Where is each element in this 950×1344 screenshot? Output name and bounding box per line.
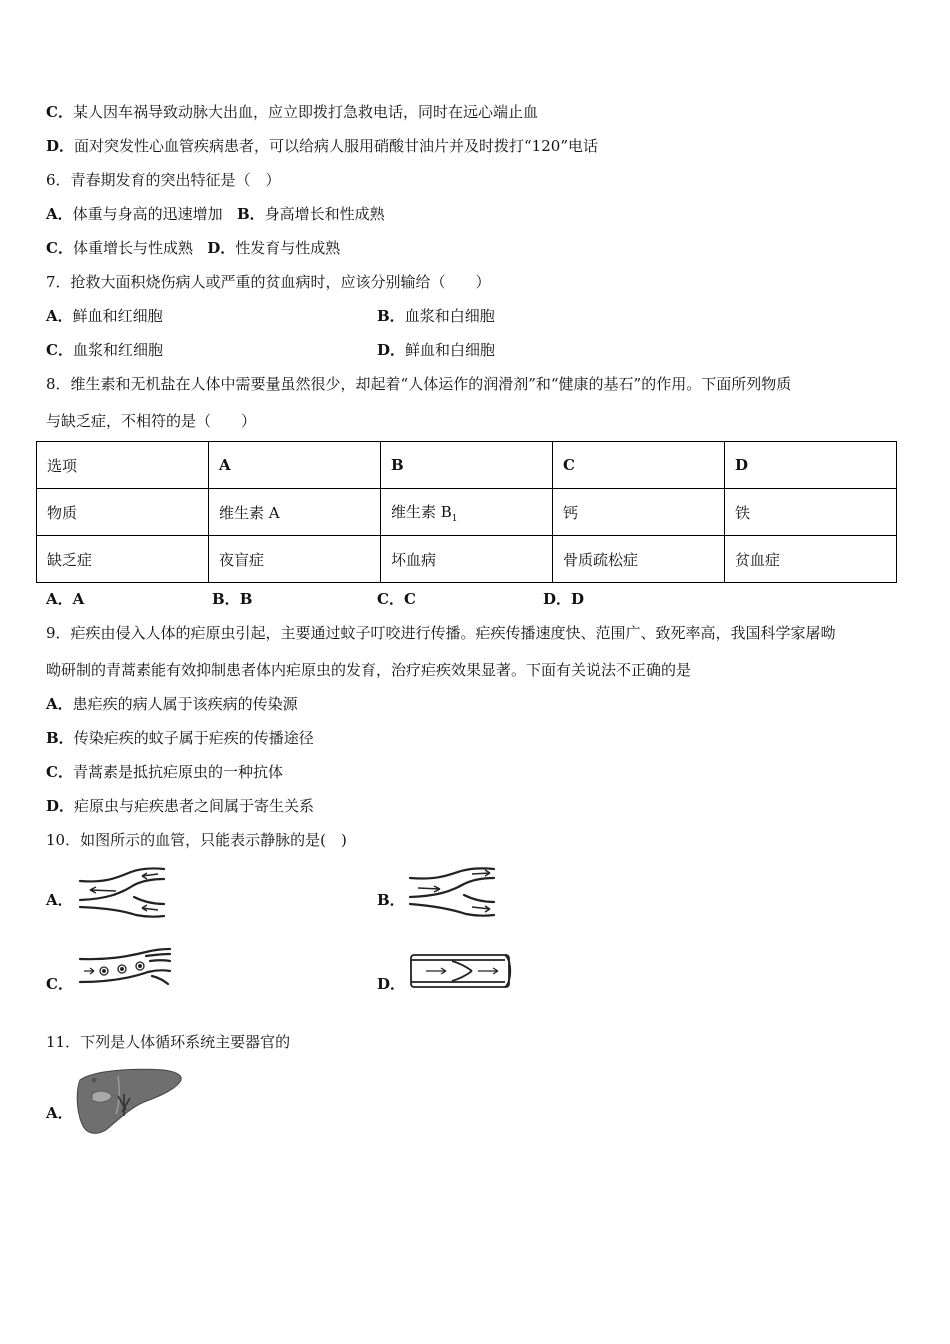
q10-stem: 10．如图所示的血管，只能表示静脉的是( ) <box>46 831 347 849</box>
option-text: 身高增长和性成熟 <box>264 205 385 223</box>
option-text: 疟原虫与疟疾患者之间属于寄生关系 <box>74 797 315 815</box>
q11-option-a-label: A． <box>46 1104 73 1122</box>
table-cell: 钙 <box>553 489 725 536</box>
table-cell: 铁 <box>725 489 897 536</box>
option-text: B <box>239 590 253 608</box>
option-text: 体重增长与性成熟 <box>72 239 193 257</box>
q6-stem: 6．青春期发育的突出特征是（ ） <box>46 171 281 189</box>
option-text: 面对突发性心血管疾病患者，可以给病人服用硝酸甘油片并及时拨打“120”电话 <box>74 137 598 155</box>
option-text: 血浆和红细胞 <box>72 341 163 359</box>
table-cell <box>381 489 553 536</box>
vessel-b-figure <box>406 866 500 920</box>
option-label: C． <box>377 590 404 608</box>
option-label: C． <box>46 239 73 257</box>
option-label: A． <box>46 695 73 713</box>
q5-option-c <box>46 102 538 122</box>
option-label: C． <box>46 763 73 781</box>
option-text: C <box>403 590 416 608</box>
option-label: D． <box>543 590 572 608</box>
option-label: A． <box>46 205 73 223</box>
q8-option-d <box>543 589 584 609</box>
q9-option-d <box>46 796 314 816</box>
q10-option-d-label: D． <box>377 975 406 993</box>
table-cell: A <box>209 442 381 489</box>
table-cell: 物质 <box>37 489 209 536</box>
option-text: 体重与身高的迅速增加 <box>72 205 223 223</box>
table-cell: 贫血症 <box>725 536 897 583</box>
option-text: 患疟疾的病人属于该疾病的传染源 <box>72 695 298 713</box>
table-row <box>37 442 897 489</box>
q8-option-c <box>377 589 416 609</box>
option-label: D． <box>207 239 236 257</box>
option-label: B． <box>46 729 74 747</box>
option-label: C． <box>46 341 73 359</box>
q7-option-c <box>46 340 163 360</box>
q8-stem-line1: 8．维生素和无机盐在人体中需要量虽然很少，却起着“人体运作的润滑剂”和“健康的基石”的作用。下面所列物质 <box>46 375 792 393</box>
option-label: D． <box>46 797 75 815</box>
q8-option-b <box>212 589 252 609</box>
b1-subscript: 1 <box>451 513 458 524</box>
table-cell: 夜盲症 <box>209 536 381 583</box>
q7-stem: 7．抢救大面积烧伤病人或严重的贫血病时，应该分别输给（ ） <box>46 273 491 291</box>
table-cell: 缺乏症 <box>37 536 209 583</box>
option-label: D． <box>377 341 406 359</box>
option-text: 性发育与性成熟 <box>235 239 341 257</box>
option-text: 青蒿素是抵抗疟原虫的一种抗体 <box>72 763 283 781</box>
q8-table <box>36 441 897 583</box>
option-text: 鲜血和红细胞 <box>72 307 163 325</box>
q7-option-a <box>46 306 163 326</box>
q9-stem-line1: 9．疟疾由侵入人体的疟原虫引起，主要通过蚊子叮咬进行传播。疟疾传播速度快、范围广、致死率高，我国科学家屠呦 <box>46 624 836 642</box>
table-cell: 坏血病 <box>381 536 553 583</box>
vessel-c-figure <box>76 946 174 992</box>
table-cell: C <box>553 442 725 489</box>
q9-option-c <box>46 762 283 782</box>
q7-option-b <box>377 306 495 326</box>
option-text: D <box>571 590 585 608</box>
option-text: 血浆和白细胞 <box>404 307 495 325</box>
q9-option-a <box>46 694 298 714</box>
option-label: D． <box>46 137 75 155</box>
table-cell: B <box>381 442 553 489</box>
option-text: 某人因车祸导致动脉大出血，应立即拨打急救电话，同时在远心端止血 <box>72 103 538 121</box>
table-cell: D <box>725 442 897 489</box>
q10-option-b-label: B． <box>377 891 405 909</box>
table-cell: 选项 <box>37 442 209 489</box>
option-label: C． <box>46 103 73 121</box>
option-label: B． <box>236 205 265 223</box>
option-label: B． <box>212 590 240 608</box>
q8-option-a <box>46 589 84 609</box>
q9-stem-line2: 呦研制的青蒿素能有效抑制患者体内疟原虫的发育，治疗疟疾效果显著。下面有关说法不正确的是 <box>46 661 692 679</box>
table-row <box>37 536 897 583</box>
option-label: B． <box>377 307 405 325</box>
table-cell: 维生素 A <box>209 489 381 536</box>
q9-option-b <box>46 728 314 748</box>
vitamin-b-text: 维生素 B <box>391 502 452 521</box>
q6-options-row1 <box>46 204 385 224</box>
table-cell: 骨质疏松症 <box>553 536 725 583</box>
table-row <box>37 489 897 536</box>
q11-stem: 11．下列是人体循环系统主要器官的 <box>46 1033 291 1051</box>
q10-option-a-label: A． <box>46 891 73 909</box>
vessel-d-figure <box>408 952 514 990</box>
q7-option-d <box>377 340 495 360</box>
option-label: A． <box>46 590 73 608</box>
option-text: 鲜血和白细胞 <box>405 341 496 359</box>
vessel-a-figure <box>76 866 170 920</box>
liver-figure <box>74 1066 184 1138</box>
q10-option-c-label: C． <box>46 975 73 993</box>
option-label: A． <box>46 307 73 325</box>
q8-stem-line2: 与缺乏症，不相符的是（ ） <box>46 412 257 430</box>
option-text: A <box>72 590 85 608</box>
q6-options-row2 <box>46 238 340 258</box>
q5-option-d <box>46 136 598 156</box>
option-text: 传染疟疾的蚊子属于疟疾的传播途径 <box>73 729 314 747</box>
